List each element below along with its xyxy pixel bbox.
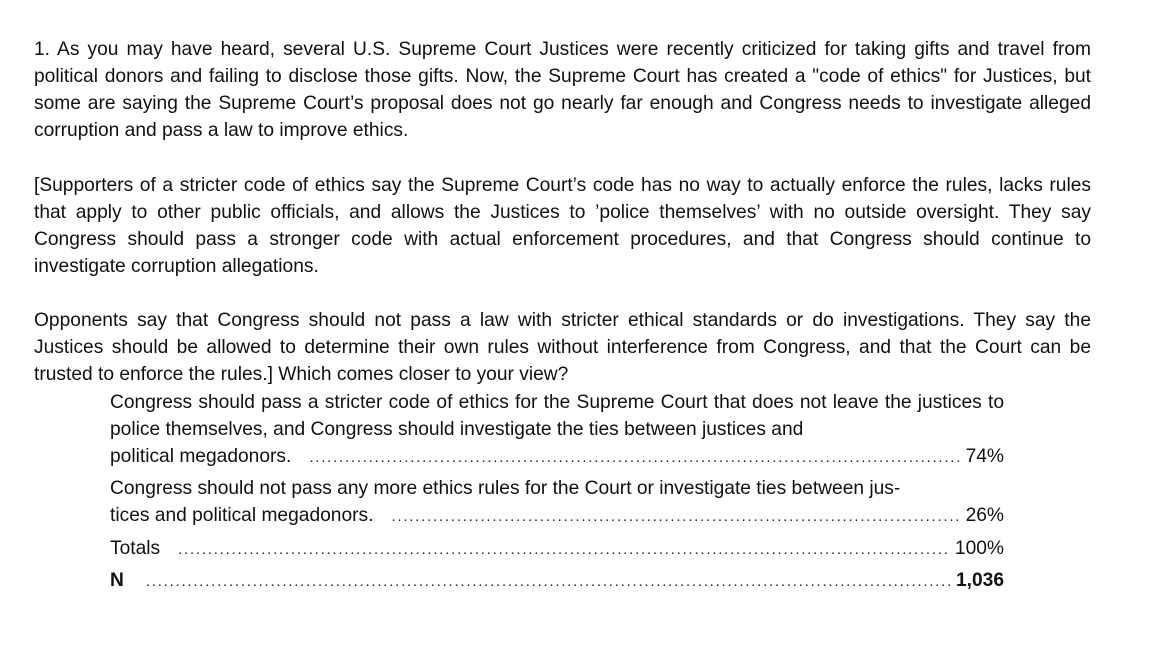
sample-size-value: 1,036 — [955, 570, 1004, 591]
response-option-text: Congress should not pass any more ethics rules for the Court or investigate ties between jus- — [110, 478, 901, 499]
sample-size-row — [110, 567, 1004, 595]
response-option — [110, 389, 1004, 471]
response-option-text: Congress should pass a stricter code of ethics for the Supreme Court that does not leave the justices to police themselves, and Congress should investigate the ties between justices and — [110, 392, 1004, 440]
response-option-line — [110, 443, 1004, 471]
response-option-line — [110, 502, 1004, 530]
opponents-paragraph: Opponents say that Congress should not pass a law with stricter ethical standards or do investigations. They say the Justices should be allowed to determine their own rules without interference from Congress, and that the Court can be trusted to enforce the rules.] Which comes closer to your view? — [34, 310, 1091, 385]
question-intro — [34, 36, 1091, 144]
question-number: 1. — [34, 39, 51, 60]
supporters-paragraph: [Supporters of a stricter code of ethics say the Supreme Court’s code has no way to actually enforce the rules, lacks rules that apply to other public officials, and allows the Justices to ’police themselves’ with no outside oversight. They say Congress should pass a stronger code with actual enforcement procedures, and that Congress should continue to investigate corruption allegations. — [34, 175, 1091, 277]
totals-row — [110, 535, 1004, 563]
question-intro-text: As you may have heard, several U.S. Supreme Court Justices were recently criticized for taking gifts and travel from political donors and failing to disclose those gifts. Now, the Supreme Court has created a "code of ethics" for Justices, but some are saying the Supreme Court’s proposal does not go nearly far enough and Congress needs to investigate alleged corruption and pass a law to improve ethics. — [34, 39, 1091, 141]
dot-leader — [391, 503, 961, 530]
response-option-text-end: political megadonors. — [110, 446, 292, 467]
sample-size-label: N — [110, 570, 124, 591]
response-percent: 74% — [965, 446, 1004, 467]
response-option-text-end: tices and political megadonors. — [110, 505, 374, 526]
response-option — [110, 475, 1004, 530]
response-table — [110, 389, 1004, 595]
dot-leader — [146, 568, 952, 595]
totals-label: Totals — [110, 538, 161, 559]
dot-leader — [309, 444, 961, 471]
response-percent: 26% — [965, 505, 1004, 526]
dot-leader — [178, 536, 951, 563]
totals-value: 100% — [954, 538, 1004, 559]
